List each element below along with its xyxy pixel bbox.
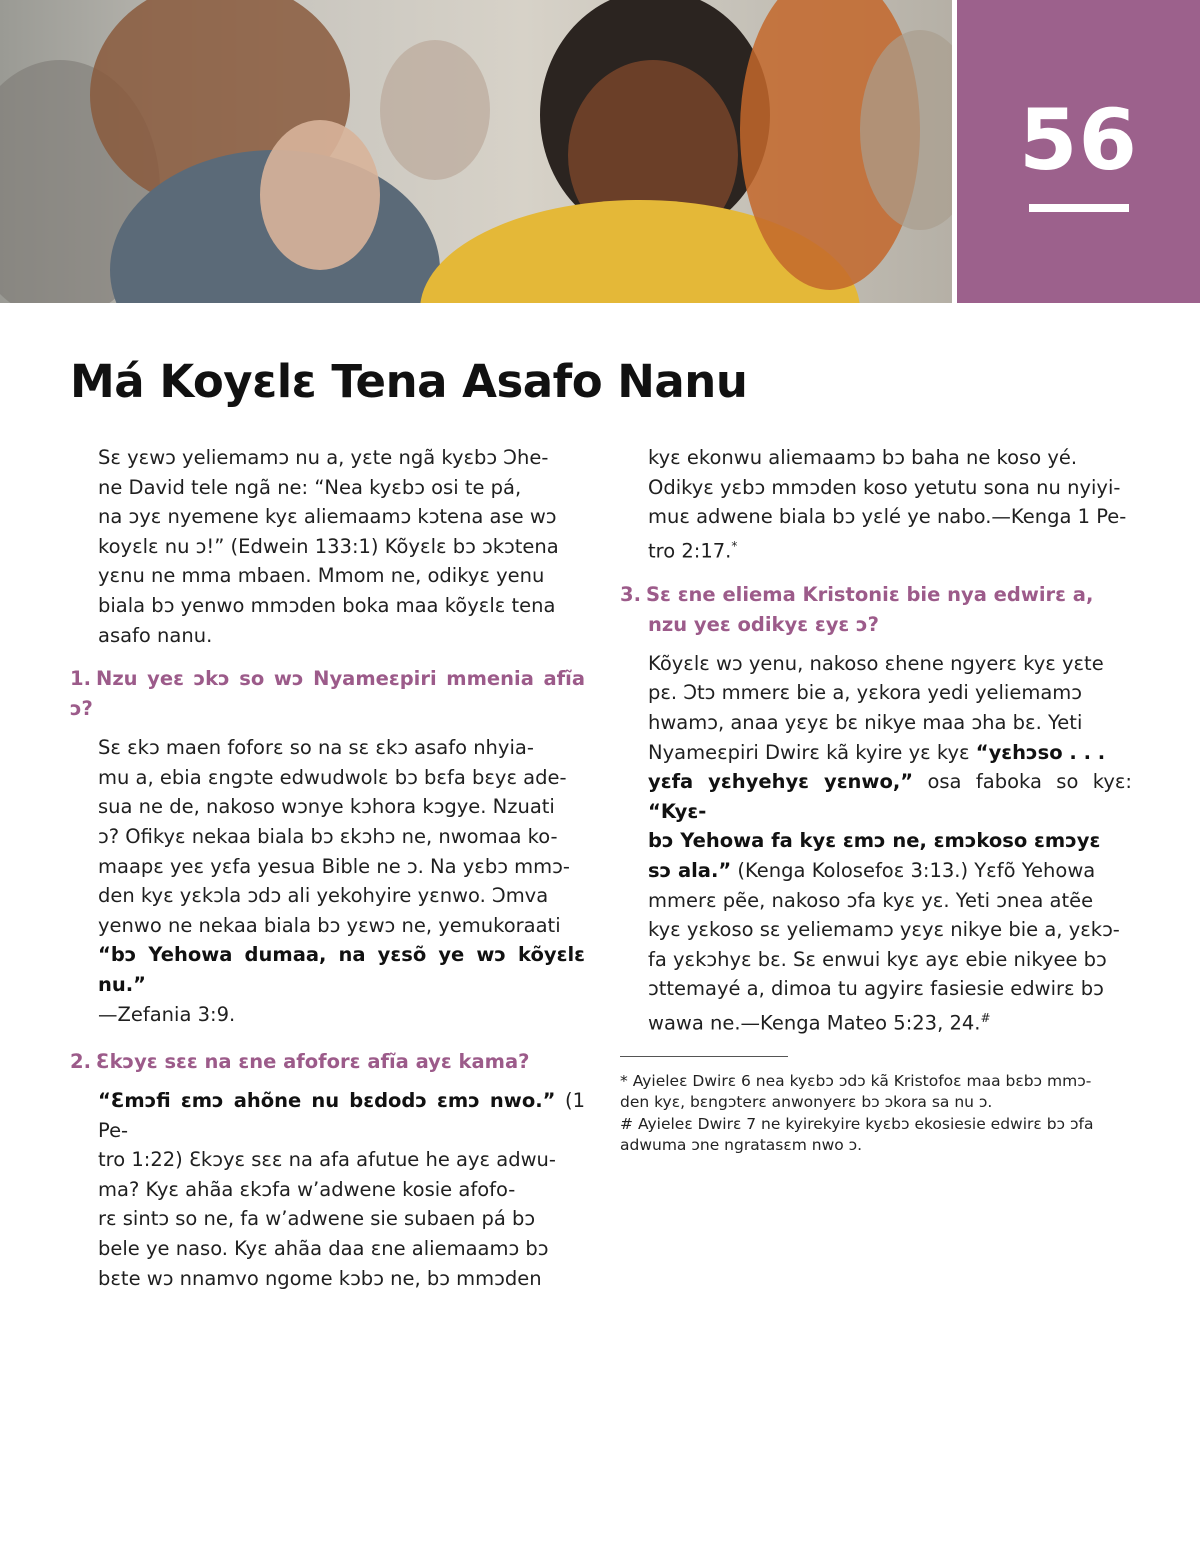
answer-2-continued: kyɛ ekonwu aliemaamɔ bɔ baha ne koso yé. Odikyɛ yɛbɔ mmɔden koso yetutu sona nu nyiyi- muɛ adwene biala bɔ yɛlé ye nabo.—Kenga 1 Pe- tro 2:17.* (648, 446, 1127, 563)
footnote-ref-hash: # (980, 1011, 991, 1025)
right-column (620, 443, 1132, 1155)
footnote-divider (620, 1056, 788, 1057)
scripture-quote-zefania: “bɔ Yehowa dumaa, na yɛsõ ye wɔ kõyɛlɛ nu.” (98, 943, 585, 996)
intro-paragraph: Sɛ yɛwɔ yeliemamɔ nu a, yɛte ngã kyɛbɔ Ɔhe- ne David tele ngã ne: “Nea kyɛbɔ osi te pá, na ɔyɛ nyemene kyɛ aliemaamɔ kɔtena ase wɔ koyɛlɛ nu ɔ!” (Edwein 133:1) Kõyɛlɛ bɔ ɔkɔtena yɛnu ne mma mbaen. Mmom ne, odikyɛ yenu biala bɔ yenwo mmɔden boka maa kõyɛlɛ tena asafo nanu. (98, 446, 559, 647)
page-title: Má Koyɛlɛ Tena Asafo Nanu (70, 355, 748, 408)
question-1: 1. Nzu yeɛ ɔkɔ so wɔ Nyameɛpiri mmenia afĩa ɔ? (70, 667, 585, 721)
question-2: 2. Ɛkɔyɛ sɛɛ na ɛne afoforɛ afĩa ayɛ kama? (70, 1050, 530, 1074)
left-column (70, 443, 585, 1293)
header-photo (0, 0, 952, 303)
chapter-badge (957, 0, 1200, 303)
footnote-ref-star: * (731, 538, 738, 553)
answer-1-paragraph: Sɛ ɛkɔ maen foforɛ so na sɛ ɛkɔ asafo nhyia- mu a, ebia ɛngɔte edwudwolɛ bɔ bɛfa bɛyɛ ade- sua ne de, nakoso wɔnye kɔhora kɔgye. Nzuati ɔ? Ofikyɛ nekaa biala bɔ ɛkɔhɔ ne, nwomaa ko- maapɛ yeɛ yɛfa yesua Bible ne ɔ. Na yɛbɔ mmɔ- den kyɛ yɛkɔla ɔdɔ ali yekohyire yɛnwo. Ɔmva yenwo ne nekaa biala bɔ yɛwɔ ne, yemukoraati “bɔ Yehowa dumaa, na yɛsõ ye wɔ kõyɛlɛ nu.” —Zefania 3:9. (98, 736, 585, 1026)
answer-2-paragraph: “Ɛmɔfi ɛmɔ ahõne nu bɛdodɔ ɛmɔ nwo.” (1 Pe- tro 1:22) Ɛkɔyɛ sɛɛ na afa afutue he ayɛ adwu- ma? Kyɛ ahãa ɛkɔfa w’adwene kosie afofo- rɛ sintɔ so ne, fa w’adwene sie subaen pá bɔ bele ye naso. Kyɛ ahãa daa ɛne aliemaamɔ bɔ bɛte wɔ nnamvo ngome kɔbɔ ne, bɔ mmɔden (98, 1089, 585, 1290)
question-3: 3. Sɛ ɛne eliema Kristoniɛ bie nya edwirɛ a, nzu yeɛ odikyɛ ɛyɛ ɔ? (620, 582, 1094, 636)
chapter-underline (1029, 204, 1129, 212)
footnote-2: # Ayieleɛ Dwirɛ 7 ne kyirekyire kyɛbɔ ekosiesie edwirɛ bɔ ɔfa adwuma ɔne ngratasɛm nwo ɔ. (620, 1115, 1094, 1154)
scripture-ref: —Zefania 3:9. (98, 1002, 236, 1026)
footnote-1: * Ayieleɛ Dwirɛ 6 nea kyɛbɔ ɔdɔ kã Kristofoɛ maa bɛbɔ mmɔ- den kyɛ, bɛngɔterɛ anwonyerɛ bɔ ɔkora sa nu ɔ. (620, 1072, 1092, 1111)
answer-3-paragraph: Kõyɛlɛ wɔ yenu, nakoso ɛhene ngyerɛ kyɛ yɛte pɛ. Ɔtɔ mmerɛ bie a, yɛkora yedi yeliemamɔ hwamɔ, anaa yɛyɛ bɛ nikye maa ɔha bɛ. Yeti Nyameɛpiri Dwirɛ kã kyire yɛ kyɛ “yɛhɔso . . . yɛfa yɛhyehyɛ yɛnwo,” osa faboka so kyɛ: “Kyɛ- bɔ Yehowa fa kyɛ ɛmɔ ne, ɛmɔkoso ɛmɔyɛ sɔ ala.” (Kenga Kolosefoɛ 3:13.) Yɛfõ Yehowa mmerɛ pẽe, nakoso ɔfa kyɛ yɛ. Yeti ɔnea atẽe kyɛ yɛkoso sɛ yeliemamɔ yɛyɛ nikye bie a, yɛkɔ- fa yɛkɔhyɛ bɛ. Sɛ enwui kyɛ ayɛ ebie nikyee bɔ ɔttemayé a, dimoa tu agyirɛ fasiesie edwirɛ bɔ wawa ne.—Kenga Mateo 5:23, 24.# (648, 651, 1132, 1035)
chapter-number: 56 (1019, 91, 1138, 189)
scripture-quote-petro: “Ɛmɔfi ɛmɔ ahõne nu bɛdodɔ ɛmɔ nwo.” (98, 1089, 556, 1113)
